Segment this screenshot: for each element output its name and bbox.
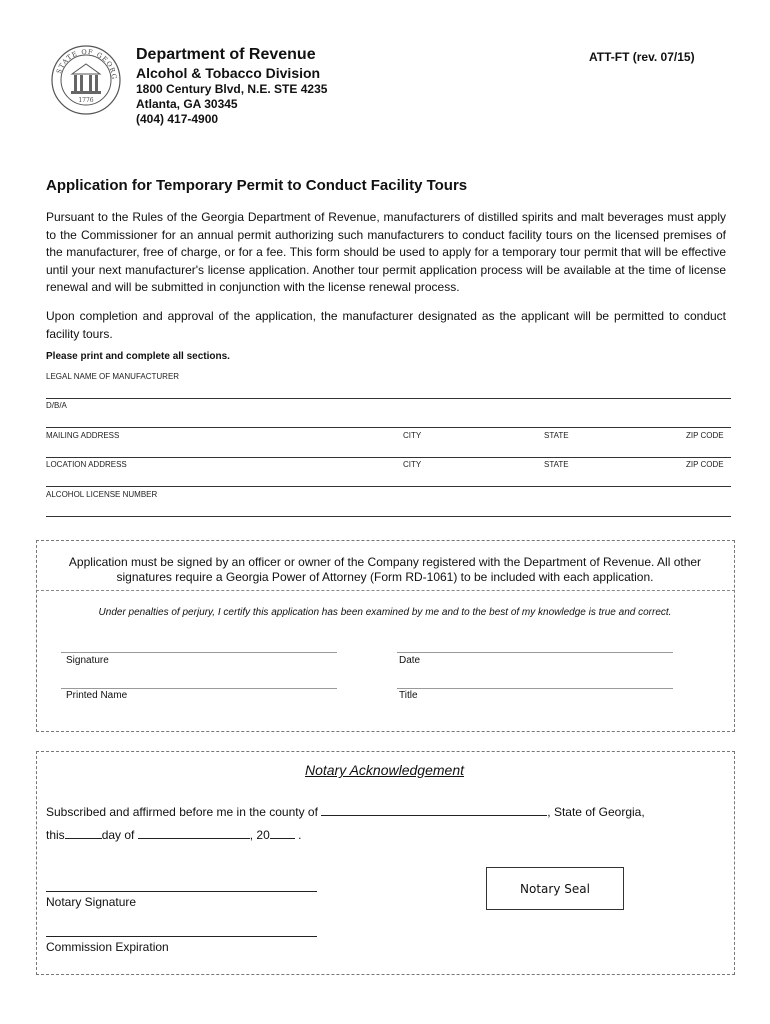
year-field[interactable] [270, 828, 295, 839]
approval-paragraph: Upon completion and approval of the application, the manufacturer designated as the applicant will be permitted to conduct facility tours. [46, 309, 726, 341]
alcohol-license-field[interactable] [46, 516, 731, 517]
mailing-state-label: STATE [544, 431, 569, 440]
day-field[interactable] [65, 828, 102, 839]
location-zip-label: ZIP CODE [686, 460, 724, 469]
signature-field[interactable] [61, 652, 337, 653]
legal-name-field[interactable] [46, 398, 731, 399]
notary-seal-box [486, 867, 624, 910]
notary-signature-label: Notary Signature [46, 895, 137, 909]
mailing-city-label: CITY [403, 431, 422, 440]
form-number: ATT-FT (rev. 07/15) [589, 50, 695, 64]
day-of-text: day of [101, 828, 135, 842]
commission-expiration-field[interactable] [46, 936, 317, 937]
dba-field[interactable] [46, 427, 731, 428]
location-state-label: STATE [544, 460, 569, 469]
svg-text:STATE OF GEORGIA [50, 44, 118, 80]
mailing-address-label: MAILING ADDRESS [46, 431, 120, 440]
mailing-address-field[interactable] [46, 457, 731, 458]
notary-county-line [46, 805, 645, 819]
notary-seal-label: Notary Seal [520, 881, 590, 896]
mailing-zip-label: ZIP CODE [686, 431, 724, 440]
dba-label: D/B/A [46, 401, 67, 410]
printed-name-field[interactable] [61, 688, 337, 689]
county-suffix: , State of Georgia, [547, 805, 645, 819]
notary-signature-field[interactable] [46, 891, 317, 892]
notary-date-line [46, 828, 301, 842]
printed-name-label: Printed Name [66, 690, 128, 701]
location-address-field[interactable] [46, 486, 731, 487]
county-field[interactable] [321, 805, 547, 816]
intro-paragraph: Pursuant to the Rules of the Georgia Department of Revenue, manufacturers of distilled spirits and malt beverages must apply to the Commissioner for an annual permit authorizing such manufacturers to conduct facility tours on the licensed premises of the manufacturer, free of charge, or for a fee. This form should be used to apply for a temporary tour permit that will be effective until your next manufacturer's license application. Another tour permit application process will be available at the time of license renewal and will be submitted in conjunction with the license renewal process. [46, 210, 726, 294]
date-label: Date [399, 655, 421, 666]
notary-heading: Notary Acknowledgement [304, 762, 464, 778]
page-title: Application for Temporary Permit to Conduct Facility Tours [46, 177, 468, 194]
month-field[interactable] [138, 828, 250, 839]
legal-name-label: LEGAL NAME OF MANUFACTURER [46, 372, 180, 381]
section-divider [36, 590, 735, 591]
signature-label: Signature [66, 655, 109, 666]
department-name: Department of Revenue [136, 46, 316, 63]
division-name: Alcohol & Tobacco Division [136, 65, 321, 81]
instructions: Please print and complete all sections. [46, 351, 230, 362]
county-prefix: Subscribed and affirmed before me in the county of [46, 805, 318, 819]
address-line-2: Atlanta, GA 30345 [136, 97, 238, 111]
signature-notice: Application must be signed by an officer or owner of the Company registered with the Department of Revenue. All other signatures require a Georgia Power of Attorney (Form RD-1061) to be included with each application. [68, 555, 702, 584]
commission-expiration-label: Commission Expiration [46, 940, 169, 954]
alcohol-license-label: ALCOHOL LICENSE NUMBER [46, 490, 158, 499]
phone-number: (404) 417-4900 [136, 112, 219, 126]
location-city-label: CITY [403, 460, 422, 469]
title-label: Title [399, 690, 418, 701]
address-line-1: 1800 Century Blvd, N.E. STE 4235 [136, 82, 328, 96]
date-field[interactable] [397, 652, 673, 653]
year-prefix: , 20 [249, 828, 270, 842]
seal-top-text: STATE OF GEORG [54, 47, 119, 81]
this-text: this [46, 828, 65, 842]
date-period: . [298, 828, 302, 842]
title-field[interactable] [397, 688, 673, 689]
location-address-label: LOCATION ADDRESS [46, 460, 127, 469]
georgia-state-seal [50, 44, 122, 116]
perjury-statement: Under penalties of perjury, I certify this application has been examined by me and to the best of my knowledge is true and correct. [98, 607, 672, 618]
seal-year: 1776 [78, 97, 94, 104]
